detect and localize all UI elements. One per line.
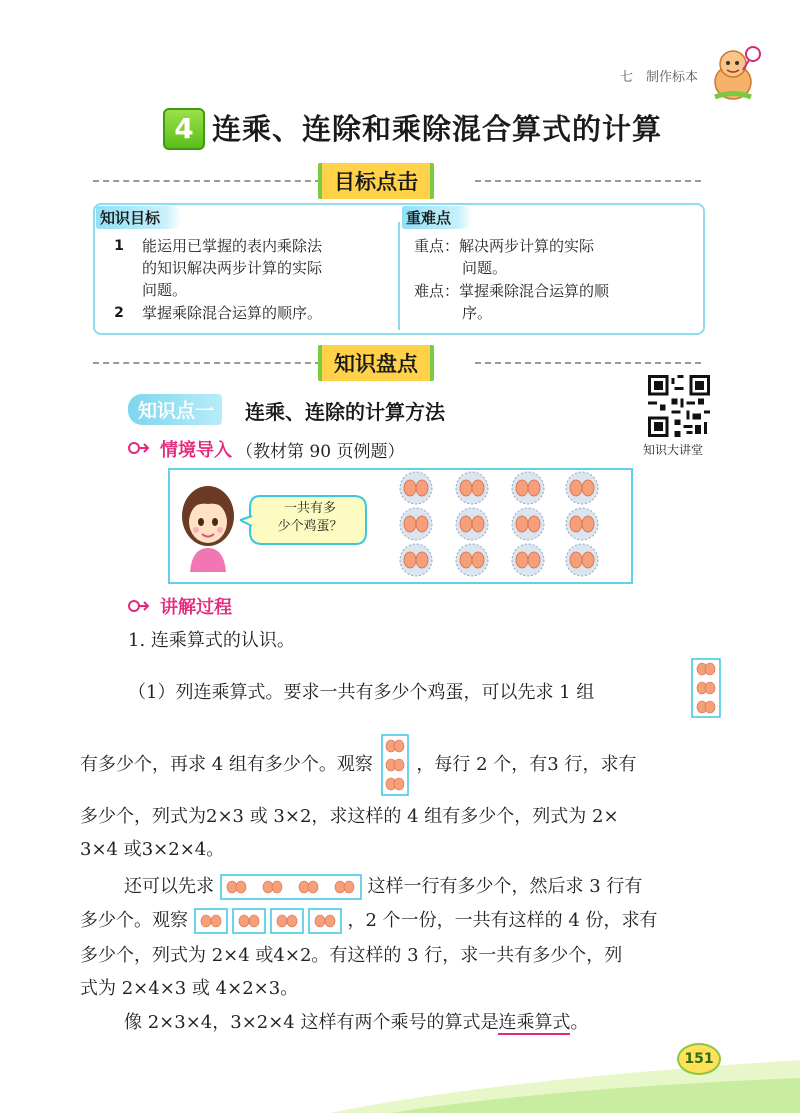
egg-grid (392, 470, 612, 578)
divider-right (475, 180, 701, 182)
footer-wave (330, 1040, 800, 1113)
qr-label: 知识大讲堂 (643, 443, 704, 457)
paragraph-10-part-a: 像 2×3×4，3×2×4 这样有两个乘号的算式是 (124, 1012, 499, 1033)
key-point-2 (414, 280, 609, 324)
explain-heading: 讲解过程 (160, 597, 232, 618)
term-highlight: 连乘算式 (498, 1012, 571, 1033)
page-number: 151 (677, 1043, 721, 1075)
knowledge-point-title: 连乘、连除的计算方法 (245, 400, 445, 424)
goal-item-2 (142, 302, 322, 324)
pointer-icon (128, 441, 150, 455)
context-heading: 情境导入 (160, 440, 232, 461)
divider-right-2 (475, 362, 701, 364)
qr-code-icon[interactable] (648, 375, 710, 437)
paragraph-3-part-a: 有多少个，再求 4 组有多少个。观察 (80, 754, 373, 775)
mascot-icon (705, 42, 767, 104)
paragraph-5: 3×4 或3×2×4。 (80, 839, 225, 860)
chapter-label: 七 制作标本 (620, 70, 699, 85)
paragraph-10 (124, 1008, 588, 1034)
knowledge-point-tag: 知识点一 (128, 394, 222, 425)
goal-item-1 (142, 235, 322, 301)
paragraph-2: （1）列连乘算式。要求一共有多少个鸡蛋，可以先求 1 组 (128, 682, 595, 703)
goal-number-2: 2 (114, 305, 124, 321)
paragraph-7-part-b: ，2 个一份，一共有这样的 4 份，求有 (347, 910, 658, 931)
egg-groups-icon (194, 908, 342, 934)
paragraph-3-part-b: ，每行 2 个，有3 行，求有 (416, 754, 637, 775)
divider-left (93, 180, 321, 182)
goal-line: 的知识解决两步计算的实际 (142, 259, 323, 277)
paragraph-10-part-c: 。 (570, 1012, 589, 1033)
paragraph-9: 式为 2×4×3 或 4×2×3。 (80, 978, 299, 999)
paragraph-6-part-b: 这样一行有多少个，然后求 3 行有 (367, 876, 643, 897)
goal-line: 掌握乘除混合运算的顺序。 (142, 304, 323, 322)
paragraph-7 (80, 906, 658, 932)
lesson-title: 连乘、连除和乘除混合算式的计算 (212, 112, 663, 146)
pointer-icon (128, 599, 150, 613)
key-point-line: 重点：解决两步计算的实际 (414, 237, 595, 255)
speech-bubble (256, 500, 364, 536)
goals-banner: 目标点击 (318, 163, 434, 199)
paragraph-4: 多少个，列式为2×3 或 3×2，求这样的 4 组有多少个，列式为 2× (80, 806, 619, 827)
key-point-line: 序。 (462, 304, 493, 322)
paragraph-8: 多少个，列式为 2×4 或4×2。有这样的 3 行，求一共有多少个，列 (80, 945, 623, 966)
bubble-line: 少个鸡蛋？ (277, 519, 343, 534)
paragraph-7-part-a: 多少个。观察 (80, 910, 188, 931)
egg-column-icon (381, 734, 409, 796)
goal-line: 能运用已掌握的表内乘除法 (142, 237, 323, 255)
divider-left-2 (93, 362, 321, 364)
knowledge-banner: 知识盘点 (318, 345, 434, 381)
egg-column-icon (691, 658, 721, 718)
key-point-1 (414, 235, 594, 279)
key-point-line: 难点：掌握乘除混合运算的顺 (414, 282, 610, 300)
context-note: （教材第 90 页例题） (236, 442, 405, 462)
goal-number-1: 1 (114, 238, 124, 254)
paragraph-3 (80, 750, 636, 776)
key-point-line: 问题。 (462, 259, 508, 277)
lesson-number: 4 (163, 108, 205, 150)
egg-row-icon (220, 874, 362, 900)
girl-illustration (172, 480, 244, 572)
bubble-line: 一共有多 (283, 501, 336, 516)
paragraph-1: 1. 连乘算式的认识。 (128, 630, 295, 651)
paragraph-6-part-a: 还可以先求 (124, 876, 214, 897)
knowledge-goal-tag: 知识目标 (96, 206, 182, 229)
goals-divider (398, 222, 400, 330)
goal-line: 问题。 (142, 281, 188, 299)
key-points-tag: 重难点 (402, 206, 473, 229)
paragraph-6 (124, 872, 642, 898)
